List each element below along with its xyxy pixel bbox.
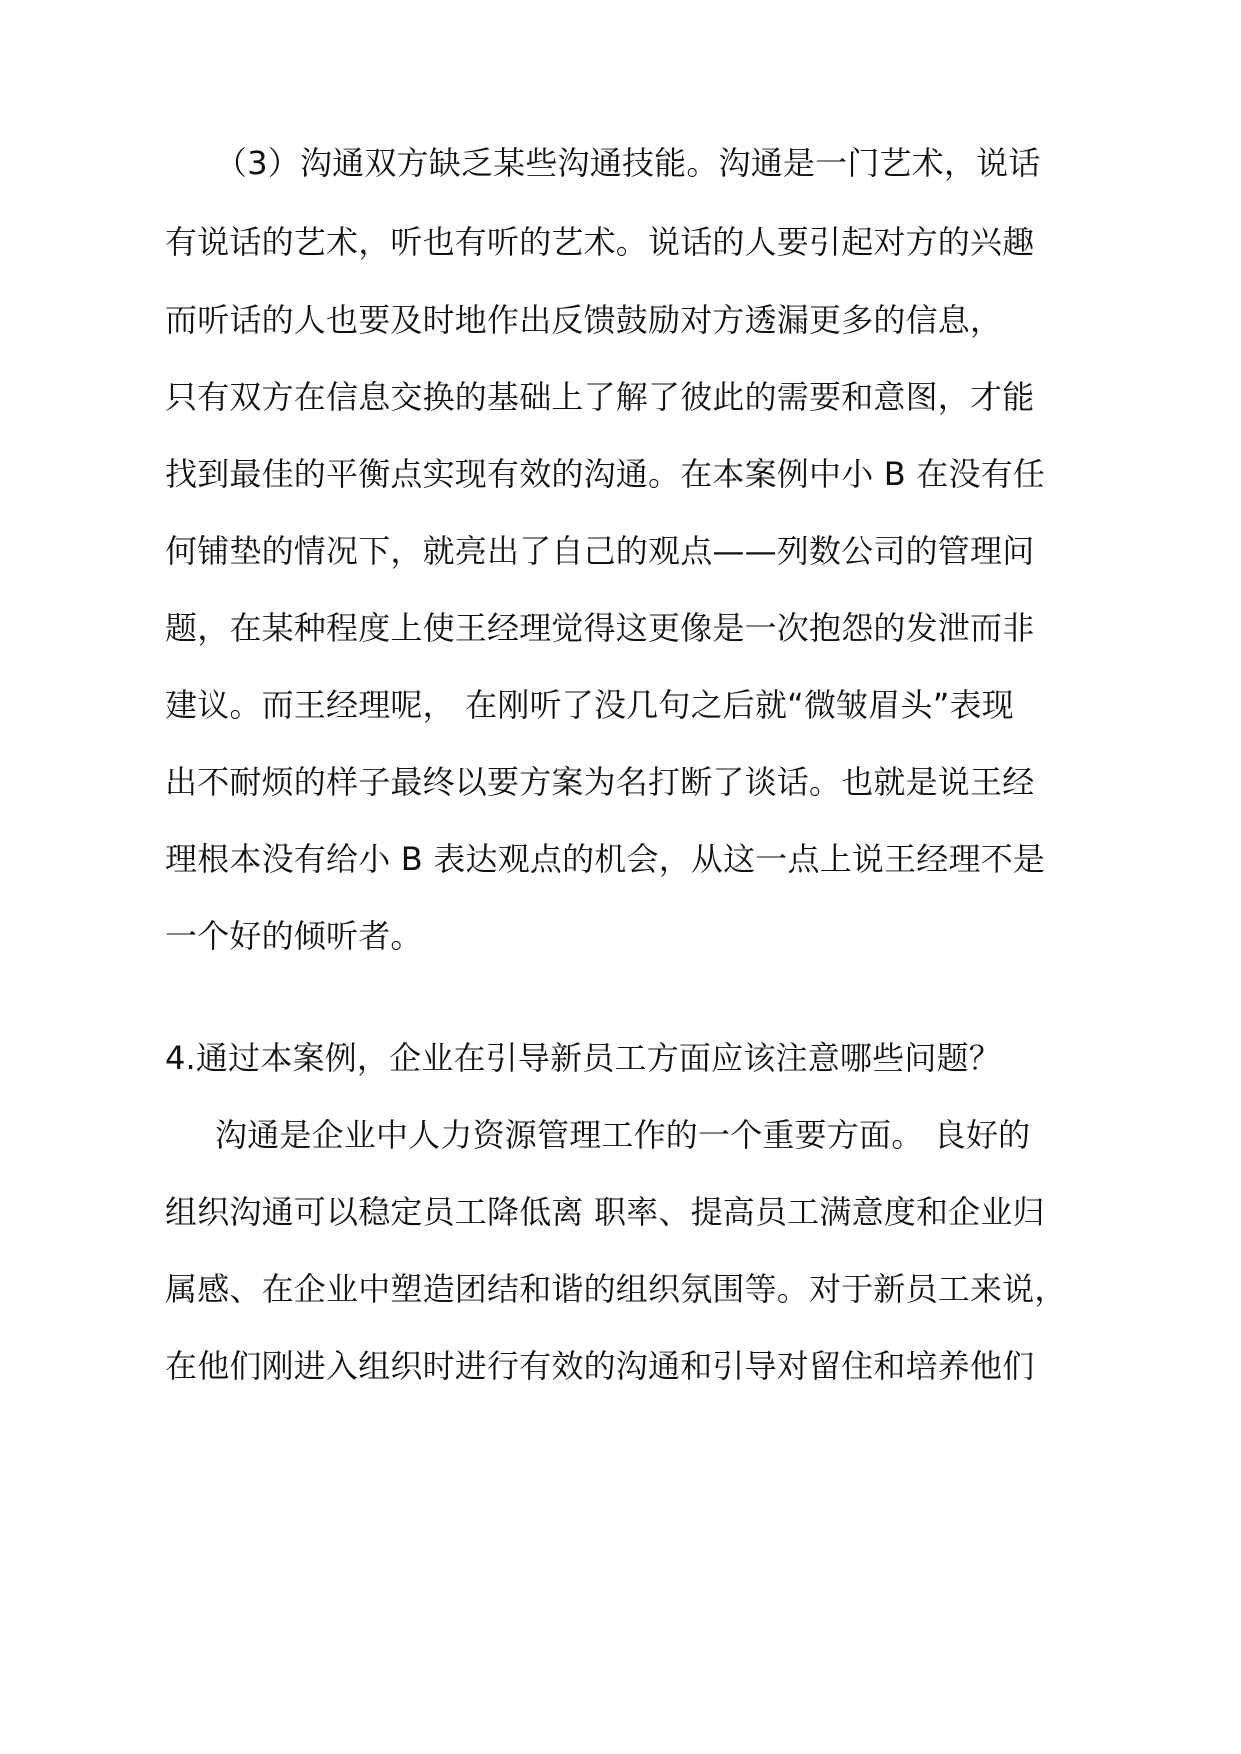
paragraph-3-line-5: 找到最佳的平衡点实现有效的沟通。在本案例中小 B 在没有任 xyxy=(165,455,1046,493)
answer-line-1: 沟通是企业中人力资源管理工作的一个重要方面。 良好的 xyxy=(215,1116,1031,1154)
paragraph-3-line-3: 而听话的人也要及时地作出反馈鼓励对方透漏更多的信息， xyxy=(165,301,1003,339)
answer-line-3: 属感、在企业中塑造团结和谐的组织氛围等。对于新员工来说， xyxy=(165,1270,1067,1308)
paragraph-3-line-9: 出不耐烦的样子最终以要方案为名打断了谈话。也就是说王经 xyxy=(165,763,1035,801)
answer-line-4: 在他们刚进入组织时进行有效的沟通和引导对留住和培养他们 xyxy=(165,1347,1035,1385)
paragraph-3-line-11: 一个好的倾听者。 xyxy=(165,917,423,955)
paragraph-3-line-7: 题，在某种程度上使王经理觉得这更像是一次抱怨的发泄而非 xyxy=(165,609,1035,647)
paragraph-3-line-1: （3）沟通双方缺乏某些沟通技能。沟通是一门艺术，说话 xyxy=(215,144,1041,182)
question-4-heading: 4.通过本案例，企业在引导新员工方面应该注意哪些问题？ xyxy=(165,1039,1001,1077)
paragraph-3-line-2: 有说话的艺术，听也有听的艺术。说话的人要引起对方的兴趣 xyxy=(165,223,1035,261)
paragraph-3-line-6: 何铺垫的情况下，就亮出了自己的观点——列数公司的管理问 xyxy=(165,532,1035,570)
answer-line-2: 组织沟通可以稳定员工降低离 职率、提高员工满意度和企业归 xyxy=(165,1193,1045,1231)
paragraph-3-line-8: 建议。而王经理呢， 在刚听了没几句之后就“微皱眉头”表现 xyxy=(165,686,1014,724)
paragraph-3-line-10: 理根本没有给小 B 表达观点的机会，从这一点上说王经理不是 xyxy=(165,840,1046,878)
paragraph-3-line-4: 只有双方在信息交换的基础上了解了彼此的需要和意图，才能 xyxy=(165,378,1035,416)
